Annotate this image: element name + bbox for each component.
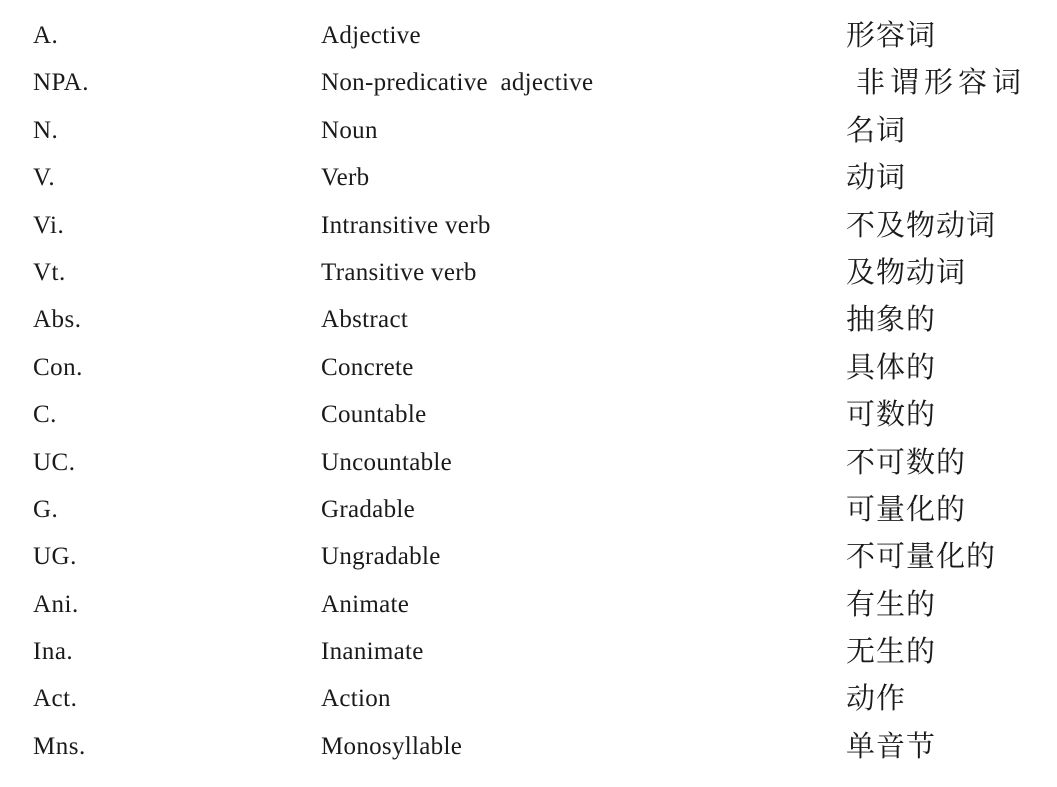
english-term-cell: Adjective (321, 22, 421, 49)
chinese-term-cell: 不可数的 (846, 444, 967, 479)
abbreviation-cell: Vt. (33, 258, 66, 286)
chinese-term-cell: 单音节 (846, 728, 937, 763)
abbreviation-cell: C. (33, 401, 57, 429)
table-row (0, 533, 1057, 580)
chinese-term-cell: 具体的 (846, 349, 937, 384)
abbreviation-cell: UG. (33, 543, 77, 571)
table-row (0, 439, 1057, 486)
table-row (0, 628, 1057, 675)
chinese-term-cell: 不可量化的 (846, 539, 997, 574)
table-row (0, 296, 1057, 343)
chinese-term-cell: 非谓形容词 (856, 65, 1027, 100)
table-row (0, 675, 1057, 722)
english-term-cell: Inanimate (321, 638, 424, 666)
abbreviation-cell: G. (33, 495, 59, 523)
english-term-cell: Concrete (321, 353, 414, 381)
abbreviation-cell: N. (33, 116, 59, 144)
abbreviation-cell: Mns. (33, 732, 86, 760)
table-row (0, 154, 1057, 201)
english-term-cell: Transitive verb (321, 258, 477, 286)
english-term-cell: Countable (321, 401, 427, 429)
chinese-term-cell: 不及物动词 (846, 207, 997, 242)
abbreviation-cell: Vi. (33, 211, 65, 239)
abbreviation-cell: Ani. (33, 590, 79, 618)
english-term-cell: Noun (321, 116, 378, 144)
chinese-term-cell: 动作 (846, 681, 907, 716)
table-row (0, 59, 1057, 106)
english-term-cell: Abstract (321, 306, 409, 334)
table-row (0, 723, 1057, 770)
english-term-cell: Action (321, 685, 391, 713)
chinese-term-cell: 名词 (846, 112, 907, 147)
table-row (0, 486, 1057, 533)
abbreviation-table (0, 12, 1057, 770)
abbreviation-cell: Abs. (33, 306, 82, 334)
english-term-cell: Ungradable (321, 543, 441, 571)
table-row (0, 391, 1057, 438)
table-row (0, 344, 1057, 391)
english-term-cell: Non-predicative adjective (321, 69, 594, 97)
english-term-cell: Verb (321, 164, 370, 192)
abbreviation-cell: A. (33, 22, 59, 49)
abbreviation-cell: Act. (33, 685, 78, 713)
chinese-term-cell: 有生的 (846, 586, 937, 621)
table-row (0, 12, 1057, 59)
chinese-term-cell: 抽象的 (846, 302, 937, 337)
english-term-cell: Intransitive verb (321, 211, 491, 239)
chinese-term-cell: 动词 (846, 160, 907, 195)
abbreviation-cell: Con. (33, 353, 83, 381)
chinese-term-cell: 可量化的 (846, 491, 967, 526)
table-row (0, 107, 1057, 154)
chinese-term-cell: 无生的 (846, 634, 937, 669)
abbreviation-cell: UC. (33, 448, 76, 476)
abbreviation-cell: Ina. (33, 638, 74, 666)
table-row (0, 249, 1057, 296)
abbreviation-cell: NPA. (33, 69, 89, 97)
chinese-term-cell: 及物动词 (846, 254, 967, 289)
chinese-term-cell: 可数的 (846, 397, 937, 432)
english-term-cell: Gradable (321, 495, 416, 523)
abbreviation-cell: V. (33, 164, 56, 192)
table-row (0, 202, 1057, 249)
english-term-cell: Monosyllable (321, 732, 463, 760)
english-term-cell: Animate (321, 590, 410, 618)
chinese-term-cell: 形容词 (846, 18, 937, 52)
english-term-cell: Uncountable (321, 448, 453, 476)
table-row (0, 581, 1057, 628)
